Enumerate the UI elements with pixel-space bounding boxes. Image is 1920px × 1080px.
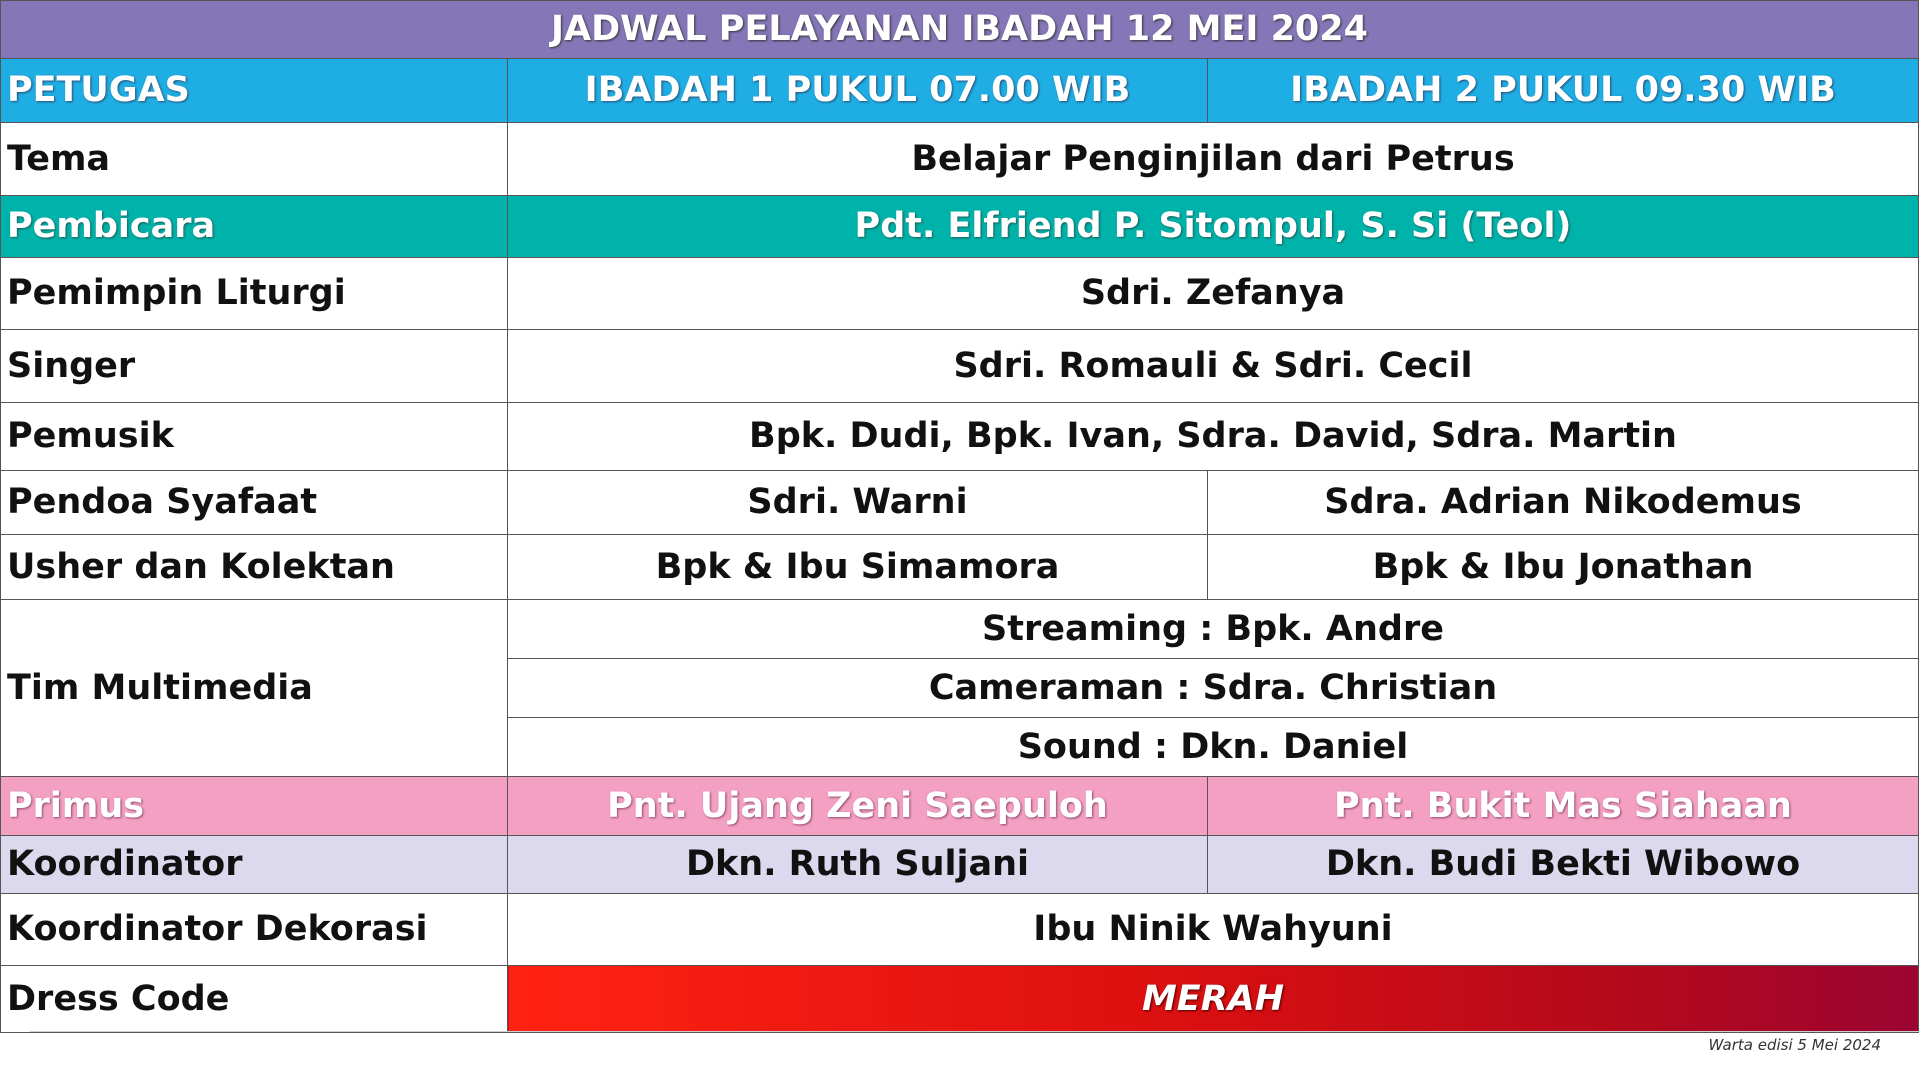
pemusik-label: Pemusik — [1, 403, 508, 471]
row-usher — [1, 535, 1919, 600]
usher-label: Usher dan Kolektan — [1, 535, 508, 600]
pendoa-syafaat-ibadah-2: Sdra. Adrian Nikodemus — [1208, 471, 1919, 535]
row-pemusik — [1, 403, 1919, 471]
tim-multimedia-label: Tim Multimedia — [1, 600, 508, 777]
header-petugas: PETUGAS — [1, 59, 508, 123]
usher-ibadah-2: Bpk & Ibu Jonathan — [1208, 535, 1919, 600]
usher-ibadah-1: Bpk & Ibu Simamora — [508, 535, 1208, 600]
row-koordinator — [1, 836, 1919, 894]
pembicara-value: Pdt. Elfriend P. Sitompul, S. Si (Teol) — [508, 196, 1919, 258]
pemimpin-liturgi-label: Pemimpin Liturgi — [1, 258, 508, 330]
footer-divider — [30, 1031, 1920, 1032]
header-ibadah-2: IBADAH 2 PUKUL 09.30 WIB — [1208, 59, 1919, 123]
row-primus — [1, 777, 1919, 836]
dress-code-value: MERAH — [508, 966, 1919, 1033]
footer-note: Warta edisi 5 Mei 2024 — [1708, 1036, 1881, 1054]
pendoa-syafaat-label: Pendoa Syafaat — [1, 471, 508, 535]
row-tema — [1, 123, 1919, 196]
pendoa-syafaat-ibadah-1: Sdri. Warni — [508, 471, 1208, 535]
header-row — [1, 59, 1919, 123]
page-title: JADWAL PELAYANAN IBADAH 12 MEI 2024 — [1, 1, 1919, 59]
tim-multimedia-sound: Sound : Dkn. Daniel — [508, 718, 1919, 777]
pembicara-label: Pembicara — [1, 196, 508, 258]
koordinator-ibadah-2: Dkn. Budi Bekti Wibowo — [1208, 836, 1919, 894]
pemusik-value: Bpk. Dudi, Bpk. Ivan, Sdra. David, Sdra. Martin — [508, 403, 1919, 471]
primus-ibadah-1: Pnt. Ujang Zeni Saepuloh — [508, 777, 1208, 836]
singer-label: Singer — [1, 330, 508, 403]
row-pembicara — [1, 196, 1919, 258]
row-singer — [1, 330, 1919, 403]
row-koordinator-dekorasi — [1, 894, 1919, 966]
header-ibadah-1: IBADAH 1 PUKUL 07.00 WIB — [508, 59, 1208, 123]
koordinator-dekorasi-value: Ibu Ninik Wahyuni — [508, 894, 1919, 966]
koordinator-dekorasi-label: Koordinator Dekorasi — [1, 894, 508, 966]
dress-code-label: Dress Code — [1, 966, 508, 1033]
primus-ibadah-2: Pnt. Bukit Mas Siahaan — [1208, 777, 1919, 836]
row-tim-multimedia — [1, 600, 1919, 659]
primus-label: Primus — [1, 777, 508, 836]
row-pendoa-syafaat — [1, 471, 1919, 535]
tema-label: Tema — [1, 123, 508, 196]
tim-multimedia-cameraman: Cameraman : Sdra. Christian — [508, 659, 1919, 718]
tema-value: Belajar Penginjilan dari Petrus — [508, 123, 1919, 196]
title-row — [1, 1, 1919, 59]
row-dress-code — [1, 966, 1919, 1033]
singer-value: Sdri. Romauli & Sdri. Cecil — [508, 330, 1919, 403]
koordinator-label: Koordinator — [1, 836, 508, 894]
pemimpin-liturgi-value: Sdri. Zefanya — [508, 258, 1919, 330]
tim-multimedia-streaming: Streaming : Bpk. Andre — [508, 600, 1919, 659]
koordinator-ibadah-1: Dkn. Ruth Suljani — [508, 836, 1208, 894]
row-pemimpin-liturgi — [1, 258, 1919, 330]
